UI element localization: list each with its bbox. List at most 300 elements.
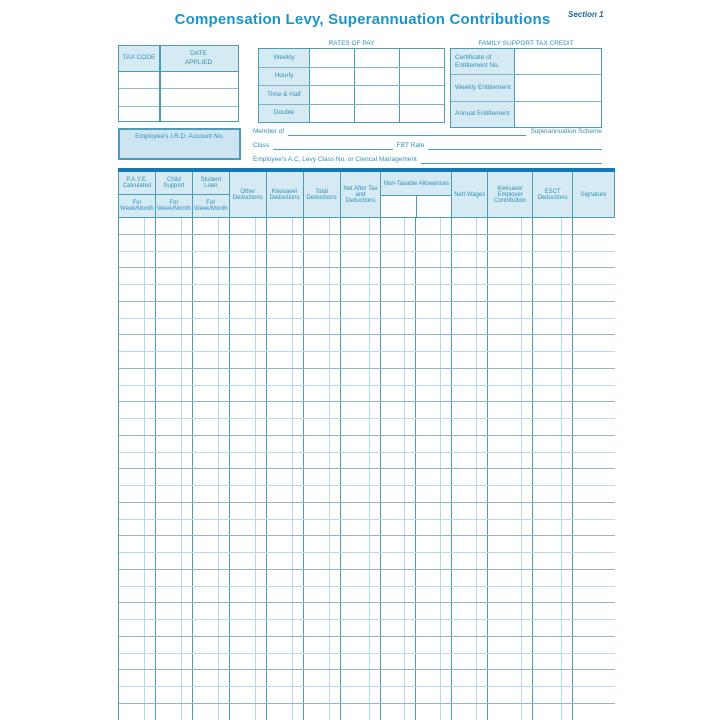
- grid-cell: [341, 503, 382, 519]
- grid-cell: [267, 704, 304, 720]
- cents-divider: [369, 252, 370, 268]
- grid-cell: [119, 587, 156, 603]
- grid-cell: [341, 352, 382, 368]
- ledger-row: [119, 218, 615, 235]
- cents-divider: [369, 503, 370, 519]
- grid-cell: [381, 369, 416, 385]
- grid-cell: [193, 536, 230, 552]
- cents-divider: [521, 402, 522, 418]
- cents-divider: [440, 670, 441, 686]
- signature-cell: [573, 637, 615, 653]
- grid-cell: [533, 654, 573, 670]
- grid-cell: [267, 402, 304, 418]
- grid-cell: [488, 302, 533, 318]
- grid-cell: [193, 386, 230, 402]
- grid-cell: [452, 252, 488, 268]
- cents-divider: [181, 436, 182, 452]
- grid-cell: [488, 503, 533, 519]
- fbt-rate-label: FBT Rate: [396, 141, 425, 149]
- cents-divider: [440, 319, 441, 335]
- grid-cell: [267, 235, 304, 251]
- cents-divider: [369, 570, 370, 586]
- grid-cell: [156, 654, 193, 670]
- grid-cell: [533, 553, 573, 569]
- grid-cell: [533, 670, 573, 686]
- cents-divider: [369, 603, 370, 619]
- cents-divider: [369, 654, 370, 670]
- rate-value-cell: [310, 86, 355, 104]
- ledger-row: [119, 553, 615, 570]
- member-of-rule: [288, 127, 526, 136]
- cents-divider: [521, 352, 522, 368]
- header-paye: P.A.Y.E. Calculated For Week/Month: [119, 172, 156, 218]
- cents-divider: [476, 587, 477, 603]
- cents-divider: [404, 536, 405, 552]
- cents-divider: [404, 503, 405, 519]
- grid-cell: [156, 536, 193, 552]
- grid-cell: [488, 352, 533, 368]
- grid-cell: [452, 386, 488, 402]
- cents-divider: [292, 654, 293, 670]
- grid-cell: [452, 704, 488, 720]
- grid-cell: [267, 670, 304, 686]
- grid-cell: [381, 503, 416, 519]
- cents-divider: [255, 503, 256, 519]
- cents-divider: [404, 268, 405, 284]
- grid-cell: [381, 620, 416, 636]
- grid-cell: [304, 402, 341, 418]
- grid-cell: [267, 436, 304, 452]
- cents-divider: [521, 637, 522, 653]
- cents-divider: [292, 620, 293, 636]
- grid-cell: [381, 637, 416, 653]
- grid-cell: [452, 352, 488, 368]
- grid-cell: [488, 469, 533, 485]
- cents-divider: [521, 436, 522, 452]
- cents-divider: [292, 285, 293, 301]
- ledger-row: [119, 319, 615, 336]
- cents-divider: [292, 570, 293, 586]
- cents-divider: [521, 419, 522, 435]
- cents-divider: [404, 469, 405, 485]
- cents-divider: [561, 687, 562, 703]
- tax-code-table: [118, 45, 239, 122]
- ledger-row: [119, 603, 615, 620]
- acc-levy-rule: [421, 155, 602, 164]
- cents-divider: [181, 235, 182, 251]
- cents-divider: [521, 218, 522, 234]
- cents-divider: [329, 218, 330, 234]
- cents-divider: [292, 553, 293, 569]
- cents-divider: [440, 453, 441, 469]
- grid-cell: [381, 302, 416, 318]
- cents-divider: [218, 302, 219, 318]
- grid-cell: [416, 637, 452, 653]
- grid-cell: [156, 268, 193, 284]
- cents-divider: [218, 520, 219, 536]
- grid-cell: [119, 402, 156, 418]
- grid-cell: [381, 553, 416, 569]
- cents-divider: [521, 335, 522, 351]
- grid-cell: [381, 268, 416, 284]
- cents-divider: [369, 453, 370, 469]
- cents-divider: [255, 536, 256, 552]
- cents-divider: [561, 503, 562, 519]
- cents-divider: [440, 536, 441, 552]
- cents-divider: [476, 369, 477, 385]
- cents-divider: [144, 436, 145, 452]
- grid-cell: [452, 503, 488, 519]
- grid-cell: [533, 486, 573, 502]
- cents-divider: [521, 520, 522, 536]
- grid-cell: [381, 654, 416, 670]
- grid-cell: [533, 319, 573, 335]
- grid-cell: [304, 687, 341, 703]
- grid-cell: [488, 252, 533, 268]
- cents-divider: [255, 453, 256, 469]
- cents-divider: [561, 704, 562, 720]
- cents-divider: [404, 285, 405, 301]
- grid-cell: [341, 603, 382, 619]
- cents-divider: [369, 620, 370, 636]
- cents-divider: [218, 335, 219, 351]
- cents-divider: [255, 335, 256, 351]
- cents-divider: [404, 352, 405, 368]
- cents-divider: [440, 352, 441, 368]
- cents-divider: [404, 453, 405, 469]
- grid-cell: [230, 352, 267, 368]
- grid-cell: [416, 704, 452, 720]
- cents-divider: [329, 603, 330, 619]
- cents-divider: [144, 570, 145, 586]
- grid-cell: [341, 620, 382, 636]
- grid-cell: [341, 587, 382, 603]
- cents-divider: [561, 603, 562, 619]
- grid-cell: [193, 503, 230, 519]
- cents-divider: [144, 654, 145, 670]
- cents-divider: [181, 386, 182, 402]
- grid-cell: [193, 469, 230, 485]
- cents-divider: [292, 419, 293, 435]
- cents-divider: [476, 268, 477, 284]
- ledger-row: [119, 520, 615, 537]
- grid-cell: [119, 637, 156, 653]
- grid-cell: [230, 486, 267, 502]
- grid-cell: [488, 637, 533, 653]
- cents-divider: [218, 570, 219, 586]
- grid-cell: [230, 637, 267, 653]
- cents-divider: [404, 654, 405, 670]
- grid-cell: [416, 620, 452, 636]
- cents-divider: [521, 570, 522, 586]
- cents-divider: [521, 503, 522, 519]
- grid-cell: [267, 369, 304, 385]
- cents-divider: [521, 603, 522, 619]
- cents-divider: [255, 670, 256, 686]
- ledger-row: [119, 285, 615, 302]
- grid-cell: [193, 436, 230, 452]
- grid-cell: [533, 386, 573, 402]
- cents-divider: [369, 587, 370, 603]
- cents-divider: [218, 419, 219, 435]
- cents-divider: [144, 453, 145, 469]
- grid-cell: [533, 536, 573, 552]
- cents-divider: [144, 603, 145, 619]
- cents-divider: [369, 637, 370, 653]
- grid-cell: [381, 687, 416, 703]
- grid-cell: [416, 453, 452, 469]
- grid-cell: [304, 587, 341, 603]
- cents-divider: [404, 252, 405, 268]
- grid-cell: [156, 453, 193, 469]
- grid-cell: [452, 369, 488, 385]
- grid-cell: [119, 670, 156, 686]
- grid-cell: [156, 386, 193, 402]
- grid-cell: [193, 402, 230, 418]
- rate-value-cell: [400, 68, 444, 86]
- rate-label-hourly: Hourly: [259, 68, 310, 86]
- grid-cell: [193, 654, 230, 670]
- cents-divider: [476, 620, 477, 636]
- cents-divider: [440, 553, 441, 569]
- grid-cell: [230, 252, 267, 268]
- cents-divider: [561, 319, 562, 335]
- cents-divider: [369, 687, 370, 703]
- signature-cell: [573, 319, 615, 335]
- cents-divider: [218, 603, 219, 619]
- grid-cell: [267, 486, 304, 502]
- cents-divider: [144, 218, 145, 234]
- grid-cell: [193, 520, 230, 536]
- grid-cell: [267, 319, 304, 335]
- ledger-row: [119, 670, 615, 687]
- ledger-row: [119, 654, 615, 671]
- cents-divider: [329, 570, 330, 586]
- grid-cell: [341, 402, 382, 418]
- cents-divider: [476, 670, 477, 686]
- cents-divider: [144, 252, 145, 268]
- grid-cell: [156, 436, 193, 452]
- cents-divider: [476, 352, 477, 368]
- grid-cell: [267, 335, 304, 351]
- grid-cell: [230, 603, 267, 619]
- cents-divider: [218, 620, 219, 636]
- cents-divider: [181, 687, 182, 703]
- grid-cell: [119, 285, 156, 301]
- grid-cell: [304, 436, 341, 452]
- non-taxable-box: [417, 196, 451, 217]
- cents-divider: [255, 386, 256, 402]
- cents-divider: [255, 369, 256, 385]
- grid-cell: [119, 687, 156, 703]
- cents-divider: [255, 637, 256, 653]
- grid-cell: [341, 386, 382, 402]
- cents-divider: [521, 670, 522, 686]
- rate-value-cell: [310, 68, 355, 86]
- grid-cell: [533, 603, 573, 619]
- cents-divider: [561, 268, 562, 284]
- cents-divider: [181, 503, 182, 519]
- cents-divider: [181, 536, 182, 552]
- grid-cell: [533, 252, 573, 268]
- signature-cell: [573, 570, 615, 586]
- grid-cell: [119, 302, 156, 318]
- grid-cell: [452, 302, 488, 318]
- grid-cell: [193, 486, 230, 502]
- grid-cell: [488, 620, 533, 636]
- tax-code-empty-row: [119, 72, 238, 89]
- grid-cell: [267, 469, 304, 485]
- header-child-support: Child Support For Week/Month: [156, 172, 193, 218]
- cents-divider: [144, 386, 145, 402]
- grid-cell: [304, 704, 341, 720]
- rate-value-cell: [400, 49, 444, 67]
- family-label-annual-entitlement: Annual Entitlement: [451, 102, 515, 127]
- cents-divider: [218, 536, 219, 552]
- cents-divider: [561, 302, 562, 318]
- grid-cell: [230, 319, 267, 335]
- cents-divider: [218, 369, 219, 385]
- cents-divider: [144, 486, 145, 502]
- grid-cell: [533, 235, 573, 251]
- grid-cell: [119, 335, 156, 351]
- grid-cell: [193, 285, 230, 301]
- grid-cell: [304, 536, 341, 552]
- cents-divider: [476, 486, 477, 502]
- member-of-line: [253, 127, 602, 136]
- acc-levy-label: Employee's A.C. Levy Class No. or Clerical Management: [253, 155, 417, 163]
- grid-cell: [304, 369, 341, 385]
- grid-cell: [452, 319, 488, 335]
- cents-divider: [181, 419, 182, 435]
- grid-cell: [230, 536, 267, 552]
- superannuation-scheme-label: Superannuation Scheme: [530, 127, 602, 135]
- cents-divider: [404, 603, 405, 619]
- cents-divider: [181, 553, 182, 569]
- tax-code-header: TAX CODE: [122, 54, 156, 62]
- grid-cell: [267, 268, 304, 284]
- grid-cell: [267, 587, 304, 603]
- cents-divider: [329, 687, 330, 703]
- cents-divider: [440, 252, 441, 268]
- cents-divider: [218, 704, 219, 720]
- grid-cell: [119, 352, 156, 368]
- cents-divider: [329, 386, 330, 402]
- page-title: Compensation Levy, Superannuation Contributions: [174, 11, 551, 28]
- grid-cell: [341, 252, 382, 268]
- grid-cell: [416, 419, 452, 435]
- cents-divider: [476, 402, 477, 418]
- grid-cell: [304, 235, 341, 251]
- grid-cell: [452, 285, 488, 301]
- cents-divider: [404, 486, 405, 502]
- header-kiwisaver-deductions: Kiwisaver Deductions: [267, 172, 304, 218]
- cents-divider: [329, 235, 330, 251]
- grid-cell: [156, 503, 193, 519]
- cents-divider: [144, 419, 145, 435]
- grid-cell: [452, 469, 488, 485]
- cents-divider: [476, 235, 477, 251]
- grid-cell: [193, 218, 230, 234]
- grid-cell: [533, 620, 573, 636]
- ledger-row: [119, 503, 615, 520]
- cents-divider: [476, 570, 477, 586]
- grid-cell: [416, 386, 452, 402]
- family-label-weekly-entitlement: Weekly Entitlement: [451, 75, 515, 100]
- cents-divider: [440, 654, 441, 670]
- grid-cell: [381, 319, 416, 335]
- grid-cell: [416, 352, 452, 368]
- grid-cell: [416, 319, 452, 335]
- header-student-loan: Student Loan For Week/Month: [193, 172, 230, 218]
- grid-cell: [193, 687, 230, 703]
- grid-cell: [381, 419, 416, 435]
- signature-cell: [573, 369, 615, 385]
- cents-divider: [255, 654, 256, 670]
- cents-divider: [181, 335, 182, 351]
- rate-value-cell: [355, 105, 400, 123]
- cents-divider: [440, 235, 441, 251]
- cents-divider: [292, 319, 293, 335]
- cents-divider: [561, 553, 562, 569]
- grid-cell: [119, 603, 156, 619]
- signature-cell: [573, 670, 615, 686]
- signature-cell: [573, 620, 615, 636]
- cents-divider: [440, 570, 441, 586]
- cents-divider: [218, 503, 219, 519]
- cents-divider: [404, 386, 405, 402]
- cents-divider: [561, 419, 562, 435]
- family-label-certificate: Certificate of Entitlement No.: [451, 49, 515, 74]
- cents-divider: [561, 352, 562, 368]
- grid-cell: [416, 335, 452, 351]
- cents-divider: [369, 352, 370, 368]
- grid-cell: [267, 687, 304, 703]
- grid-cell: [452, 436, 488, 452]
- grid-cell: [193, 419, 230, 435]
- cents-divider: [476, 252, 477, 268]
- cents-divider: [476, 302, 477, 318]
- grid-cell: [119, 319, 156, 335]
- tax-table-divider: [159, 46, 161, 121]
- cents-divider: [181, 654, 182, 670]
- cents-divider: [181, 352, 182, 368]
- acc-levy-line: [253, 155, 602, 164]
- cents-divider: [561, 252, 562, 268]
- grid-cell: [304, 486, 341, 502]
- cents-divider: [404, 235, 405, 251]
- grid-cell: [416, 553, 452, 569]
- member-of-label: Member of: [253, 127, 285, 135]
- grid-cell: [156, 218, 193, 234]
- cents-divider: [329, 436, 330, 452]
- grid-cell: [304, 603, 341, 619]
- ledger-row: [119, 369, 615, 386]
- cents-divider: [440, 335, 441, 351]
- grid-cell: [533, 637, 573, 653]
- cents-divider: [181, 486, 182, 502]
- grid-cell: [267, 553, 304, 569]
- cents-divider: [292, 536, 293, 552]
- grid-cell: [230, 503, 267, 519]
- cents-divider: [404, 419, 405, 435]
- cents-divider: [440, 218, 441, 234]
- cents-divider: [329, 553, 330, 569]
- grid-cell: [193, 302, 230, 318]
- grid-cell: [267, 302, 304, 318]
- cents-divider: [404, 687, 405, 703]
- grid-cell: [230, 620, 267, 636]
